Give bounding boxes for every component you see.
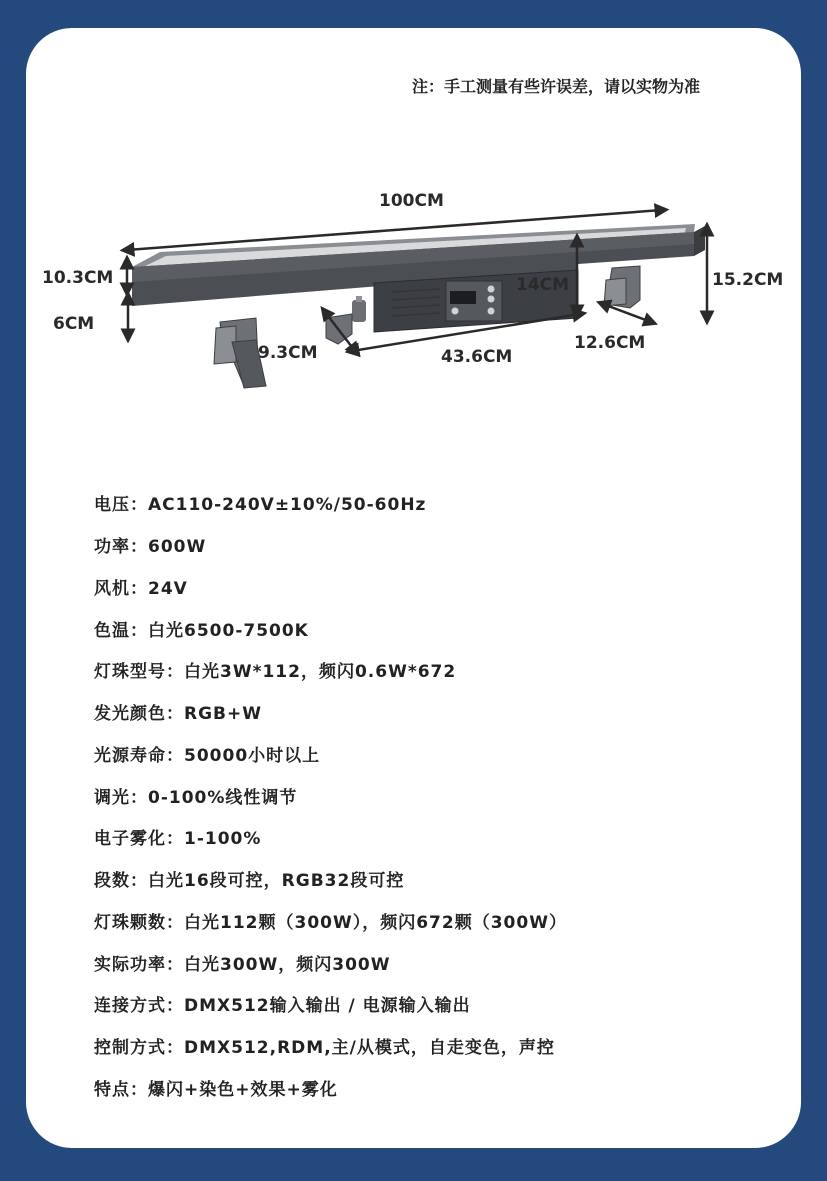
spec-label: 灯珠型号： (94, 662, 184, 682)
spec-value: 爆闪+染色+效果+雾化 (148, 1080, 338, 1100)
right-bracket (604, 266, 640, 308)
spec-value: 白光16段可控，RGB32段可控 (148, 871, 405, 891)
spec-label: 功率： (94, 537, 148, 557)
spec-value: DMX512,RDM,主/从模式，自走变色，声控 (184, 1038, 555, 1058)
spec-row-led-model (94, 657, 456, 682)
spec-row-actual-power (94, 950, 390, 975)
spec-value: 白光300W，频闪300W (184, 955, 391, 975)
product-diagram (0, 0, 827, 460)
box-length-label: 43.6CM (441, 347, 513, 367)
spec-label: 电子雾化： (94, 829, 184, 849)
spec-value: RGB+W (184, 704, 262, 724)
bracket-depth-label: 9.3CM (258, 343, 318, 363)
leg-height-label: 6CM (53, 314, 95, 334)
spec-row-light-color (94, 699, 262, 724)
spec-label: 调光： (94, 788, 148, 808)
spec-row-led-count (94, 908, 567, 933)
spec-label: 光源寿命： (94, 746, 184, 766)
bracket-width-label: 12.6CM (574, 333, 646, 353)
height-left-label: 10.3CM (42, 268, 114, 288)
panel-height-label: 14CM (516, 275, 570, 295)
spec-value: 1-100% (184, 829, 262, 849)
spec-value: AC110-240V±10%/50-60Hz (148, 495, 427, 515)
spec-row-fan (94, 574, 188, 599)
spec-label: 灯珠颗数： (94, 913, 184, 933)
spec-label: 色温： (94, 621, 148, 641)
spec-label: 连接方式： (94, 996, 184, 1016)
spec-row-dimming (94, 783, 297, 808)
spec-row-voltage (94, 490, 426, 515)
measurement-note: 注：手工测量有些许误差，请以实物为准 (412, 77, 701, 96)
spec-label: 控制方式： (94, 1038, 184, 1058)
spec-value: 600W (148, 537, 207, 557)
spec-row-lifetime (94, 741, 320, 766)
spec-row-control (94, 1033, 555, 1058)
spec-value: 24V (148, 579, 188, 599)
spec-row-fogging (94, 824, 261, 849)
length-label: 100CM (379, 191, 444, 211)
spec-label: 发光颜色： (94, 704, 184, 724)
spec-value: 0-100%线性调节 (148, 788, 298, 808)
spec-row-power (94, 532, 206, 557)
spec-value: DMX512输入输出 / 电源输入输出 (184, 996, 471, 1016)
spec-row-connection (94, 991, 471, 1016)
spec-row-color-temp (94, 616, 309, 641)
spec-value: 白光6500-7500K (148, 621, 309, 641)
spec-value: 白光112颗（300W），频闪672颗（300W） (184, 913, 567, 933)
total-height-label: 15.2CM (712, 270, 784, 290)
spec-value: 50000小时以上 (184, 746, 321, 766)
spec-row-features (94, 1075, 338, 1100)
spec-label: 风机： (94, 579, 148, 599)
spec-label: 特点： (94, 1080, 148, 1100)
spec-label: 实际功率： (94, 955, 184, 975)
spec-row-segments (94, 866, 404, 891)
spec-value: 白光3W*112，频闪0.6W*672 (184, 662, 457, 682)
spec-label: 电压： (94, 495, 148, 515)
spec-label: 段数： (94, 871, 148, 891)
